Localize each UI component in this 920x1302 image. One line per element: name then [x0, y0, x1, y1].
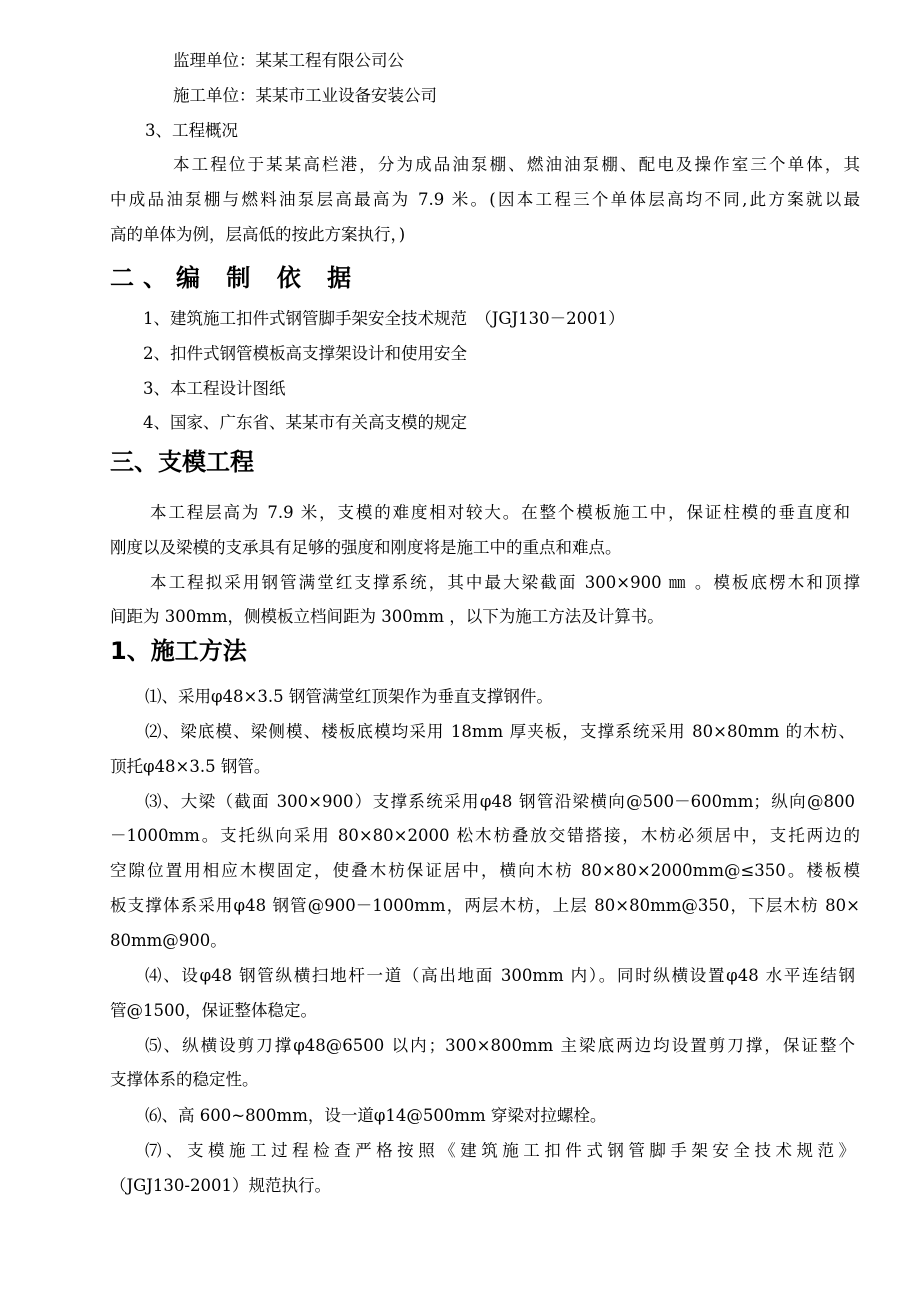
basis-item: 1、建筑施工扣件式钢管脚手架安全技术规范 （JGJ130－2001） [143, 309, 625, 328]
basis-item: 2、扣件式钢管模板高支撑架设计和使用安全 [143, 344, 467, 363]
basis-item: 4、国家、广东省、某某市有关高支模的规定 [143, 413, 467, 432]
method-item-cont: （JGJ130-2001）规范执行。 [110, 1176, 331, 1195]
supervisor-unit: 监理单位：某某工程有限公司公 [173, 51, 404, 70]
method-item-cont: 板支撑体系采用φ48 钢管@900－1000mm，两层木枋，上层 80×80mm@350，下层木枋 80× [110, 896, 860, 915]
method-item-cont: 支撑体系的稳定性。 [110, 1070, 259, 1089]
method-item: ⑷、设φ48 钢管纵横扫地杆一道（高出地面 300mm 内）。同时纵横设置φ48 水平连结钢 [145, 966, 855, 985]
overview-line: 本工程位于某某高栏港，分为成品油泵棚、燃油油泵棚、配电及操作室三个单体，其 [173, 155, 860, 174]
section-title-basis: 二、编 制 依 据 [110, 264, 361, 292]
method-item-cont: 80mm@900。 [110, 931, 227, 950]
method-item: ⑸、纵横设剪刀撑φ48@6500 以内；300×800mm 主梁底两边均设置剪刀撑，保证整个 [145, 1036, 855, 1055]
section-title-method: 1、施工方法 [110, 637, 247, 665]
section-title-formwork: 三、支模工程 [110, 448, 254, 476]
method-item-cont: 空隙位置用相应木楔固定，使叠木枋保证居中，横向木枋 80×80×2000mm@≤350。楼板模 [110, 861, 860, 880]
method-item-cont: －1000mm。支托纵向采用 80×80×2000 松木枋叠放交错搭接，木枋必须居中，支托两边的 [110, 826, 860, 845]
method-item: ⑺、支模施工过程检查严格按照《建筑施工扣件式钢管脚手架安全技术规范》 [145, 1141, 855, 1160]
method-item: ⑴、采用φ48×3.5 钢管满堂红顶架作为垂直支撑钢件。 [145, 687, 553, 706]
formwork-paragraph-line: 本工程拟采用钢管满堂红支撑系统，其中最大梁截面 300×900 ㎜ 。模板底楞木和顶撑 [150, 573, 860, 592]
formwork-paragraph-line: 间距为 300mm，侧模板立档间距为 300mm ，以下为施工方法及计算书。 [110, 607, 664, 626]
overview-heading: 3、工程概况 [145, 121, 238, 140]
method-item: ⑶、大梁（截面 300×900）支撑系统采用φ48 钢管沿梁横向@500－600mm；纵向@800 [145, 792, 855, 811]
method-item-cont: 顶托φ48×3.5 钢管。 [110, 757, 271, 776]
overview-line: 高的单体为例，层高低的按此方案执行，) [110, 225, 406, 244]
formwork-paragraph-line: 本工程层高为 7.9 米，支模的难度相对较大。在整个模板施工中，保证柱模的垂直度和 [150, 503, 850, 522]
method-item: ⑵、梁底模、梁侧模、楼板底模均采用 18mm 厚夹板，支撑系统采用 80×80mm 的木枋、 [145, 722, 855, 741]
overview-line: 中成品油泵棚与燃料油泵层高最高为 7.9 米。(因本工程三个单体层高均不同,此方案就以最 [110, 190, 860, 209]
contractor-unit: 施工单位：某某市工业设备安装公司 [173, 86, 437, 105]
basis-item: 3、本工程设计图纸 [143, 379, 286, 398]
method-item-cont: 管@1500，保证整体稳定。 [110, 1001, 317, 1020]
formwork-paragraph-line: 刚度以及梁模的支承具有足够的强度和刚度将是施工中的重点和难点。 [110, 538, 622, 557]
method-item: ⑹、高 600~800mm，设一道φ14@500mm 穿梁对拉螺栓。 [145, 1106, 607, 1125]
